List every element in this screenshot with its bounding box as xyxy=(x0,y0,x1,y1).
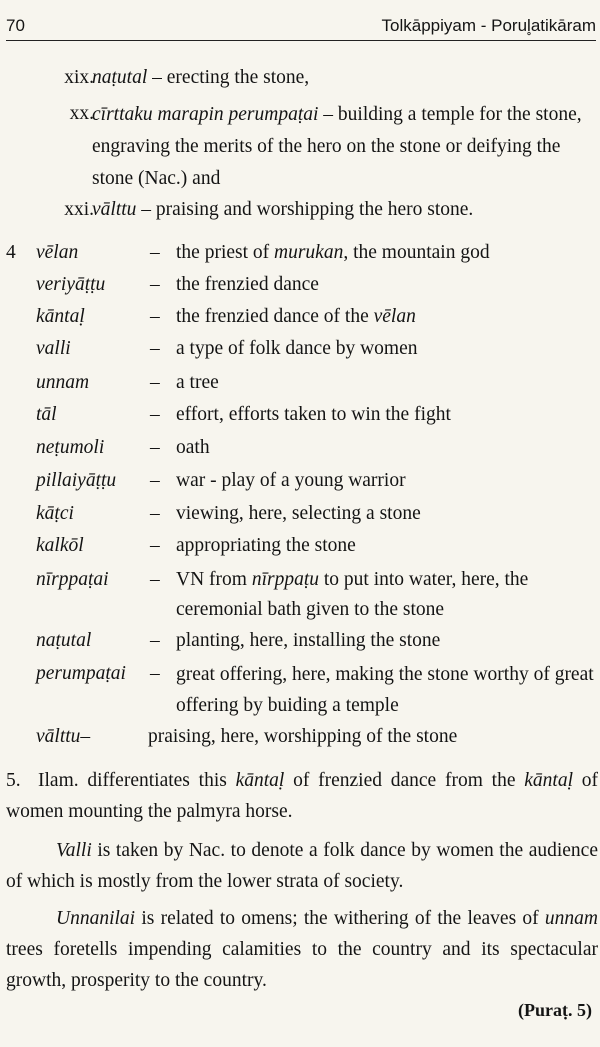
item-text: cīrttaku marapin perumpaṭai – building a temple for the stone, engraving the merits of the hero on the stone or deifying the stone (Nac.) and xyxy=(92,104,582,189)
glossary-row: kalkōl – appropriating the stone xyxy=(36,535,356,556)
glossary-row: kāṭci – viewing, here, selecting a stone xyxy=(36,503,421,524)
item-numeral: xix. xyxy=(64,67,94,88)
glossary-row: valli – a type of folk dance by women xyxy=(36,338,418,359)
note-5-para-3: Unnanilai is related to omens; the withering of the leaves of unnam trees foretells impending calamities to the country and its spectacular growth, prosperity to the country. xyxy=(6,908,598,991)
glossary-row: 4 vēlan – the priest of murukan, the mountain god xyxy=(0,238,600,268)
glossary-row: perumpaṭai – great offering, here, making the stone worthy of great offering by buiding a temple xyxy=(36,663,594,716)
page-number: 70 xyxy=(6,16,25,35)
item-text: naṭutal – erecting the stone, xyxy=(92,67,310,88)
glossary-row: pillaiyāṭṭu – war - play of a young warrior xyxy=(36,470,406,491)
glossary-row: veriyāṭṭu – the frenzied dance xyxy=(36,274,319,295)
note-5-para-1: 5. Ilam. differentiates this kāntaḷ of frenzied dance from the kāntaḷ of women mounting the palmyra horse. xyxy=(6,770,599,822)
running-title: Tolkāppiyam - Porul̥atikāram xyxy=(381,16,596,35)
glossary-row: naṭutal – planting, here, installing the stone xyxy=(36,630,441,651)
item-numeral: xxi. xyxy=(64,199,94,220)
glossary-row: neṭumoli – oath xyxy=(36,437,210,458)
glossary-row: unnam – a tree xyxy=(36,372,219,393)
item-numeral: xx. xyxy=(69,103,94,124)
glossary-row: kāntaḷ – the frenzied dance of the vēlan xyxy=(36,306,416,327)
citation: (Puraṭ. 5) xyxy=(518,1000,592,1020)
glossary-row: tāl – effort, efforts taken to win the fight xyxy=(36,404,451,425)
running-header xyxy=(6,14,596,41)
item-text: vālttu – praising and worshipping the hero stone. xyxy=(92,199,474,220)
note-number: 4 xyxy=(6,242,16,263)
note-5-para-2: Valli is taken by Nac. to denote a folk dance by women the audience of which is mostly from the lower strata of society. xyxy=(6,840,598,892)
glossary-row: nīrppaṭai – VN from nīrppaṭu to put into water, here, the ceremonial bath given to the stone xyxy=(36,569,529,620)
glossary-row: vālttu– praising, here, worshipping of the stone xyxy=(36,726,458,747)
